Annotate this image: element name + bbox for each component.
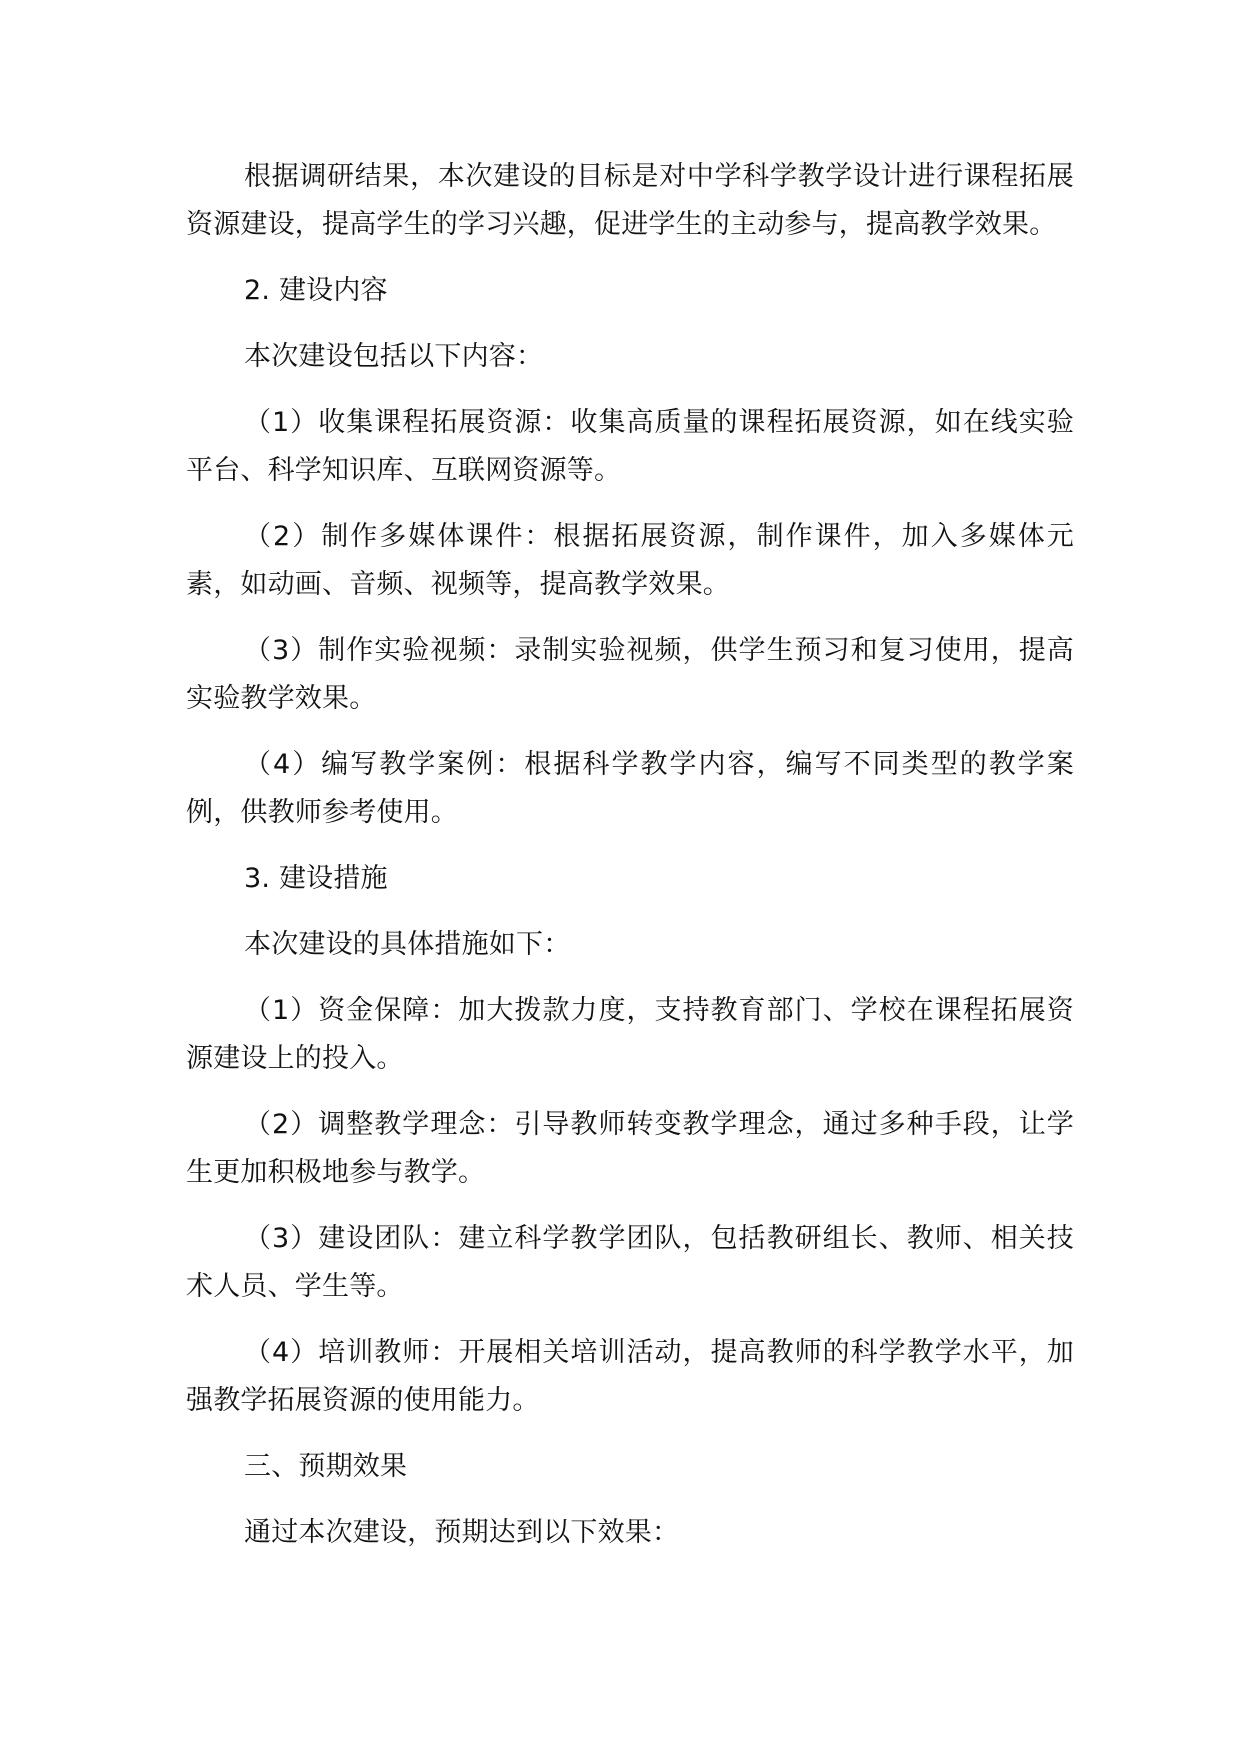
list-item-experiment-videos: （3）制作实验视频：录制实验视频，供学生预习和复习使用，提高实验教学效果。 [186, 635, 1074, 714]
section-heading-construction-measures: 3. 建设措施 [244, 863, 388, 894]
list-item-teaching-philosophy: （2）调整教学理念：引导教师转变教学理念，通过多种手段，让学生更加积极地参与教学。 [186, 1109, 1074, 1188]
paragraph-goal: 根据调研结果，本次建设的目标是对中学科学教学设计进行课程拓展资源建设，提高学生的学习兴趣，促进学生的主动参与，提高教学效果。 [186, 161, 1074, 240]
paragraph-expected-intro: 通过本次建设，预期达到以下效果： [244, 1517, 680, 1548]
list-item-collect-resources: （1）收集课程拓展资源：收集高质量的课程拓展资源，如在线实验平台、科学知识库、互联网资源等。 [186, 407, 1074, 486]
paragraph-measures-intro: 本次建设的具体措施如下： [244, 929, 571, 960]
section-heading-construction-content: 2. 建设内容 [244, 275, 388, 306]
list-item-multimedia-courseware: （2）制作多媒体课件：根据拓展资源，制作课件，加入多媒体元素，如动画、音频、视频等，提高教学效果。 [186, 521, 1074, 600]
list-item-teacher-training: （4）培训教师：开展相关培训活动，提高教师的科学教学水平，加强教学拓展资源的使用能力。 [186, 1337, 1074, 1416]
section-heading-expected-effects: 三、预期效果 [244, 1451, 408, 1482]
list-item-funding: （1）资金保障：加大拨款力度，支持教育部门、学校在课程拓展资源建设上的投入。 [186, 995, 1074, 1074]
list-item-teaching-cases: （4）编写教学案例：根据科学教学内容，编写不同类型的教学案例，供教师参考使用。 [186, 749, 1074, 828]
document-body [186, 153, 1074, 1575]
list-item-team-building: （3）建设团队：建立科学教学团队，包括教研组长、教师、相关技术人员、学生等。 [186, 1223, 1074, 1302]
paragraph-content-intro: 本次建设包括以下内容： [244, 341, 544, 372]
